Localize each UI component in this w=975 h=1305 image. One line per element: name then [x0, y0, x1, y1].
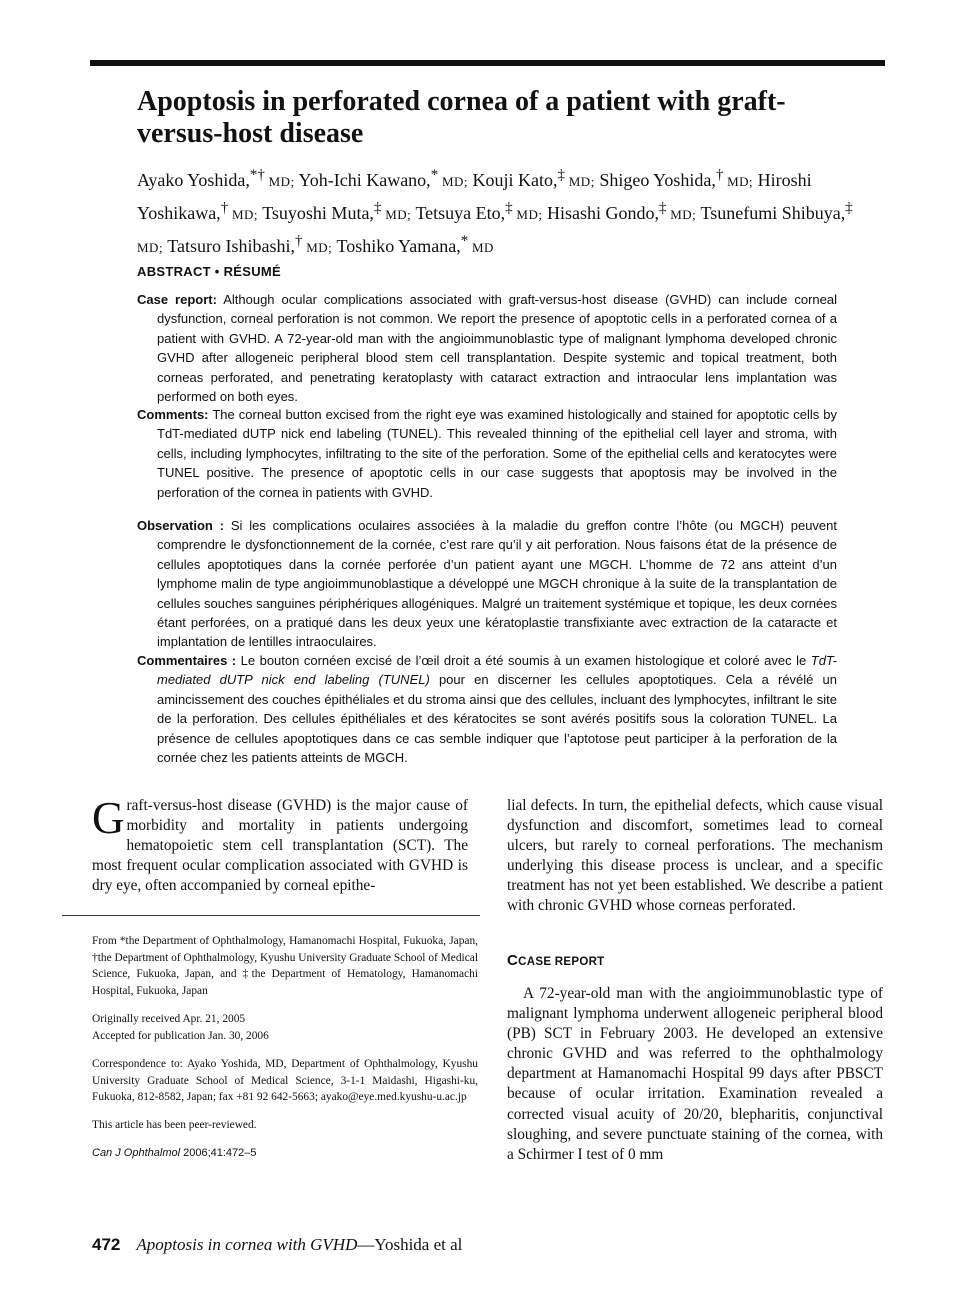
author-degree: MD;: [381, 207, 412, 222]
author-affiliation-mark: †: [294, 233, 303, 249]
author-name: Toshiko Yamana,: [336, 236, 461, 256]
abstract-case-report: [137, 290, 837, 406]
author: [472, 167, 595, 190]
author-name: Kouji Kato,: [472, 170, 558, 190]
author-degree: MD;: [137, 240, 164, 255]
running-title: Apoptosis in cornea with GVHD: [136, 1235, 358, 1254]
author-affiliation-mark: ‡: [845, 200, 853, 216]
intro-left-text: raft-versus-host disease (GVHD) is the major cause of morbidity and mortality in patients undergoing hematopoietic stem cell transplantation (SCT). The most frequent ocular complication associated with GVHD is dry eye, often accompanied by corneal epithe-: [92, 797, 468, 895]
peer-review-note: This article has been peer-reviewed.: [92, 1119, 257, 1131]
author-degree: MD;: [565, 174, 595, 189]
author: [546, 200, 697, 223]
author: [336, 233, 494, 256]
author-name: Tsuyoshi Muta,: [262, 203, 374, 223]
accepted-date: Accepted for publication Jan. 30, 2006: [92, 1030, 269, 1042]
case-report-paragraph: A 72-year-old man with the angioimmunoblastic type of malignant lymphoma underwent allogeneic peripheral blood (PB) SCT in February 2003. He developed an extensive chronic GVHD and was referred to the ophthalmology department at Hamanomachi Hospital 99 days after PBSCT because of ocular irritation. Examination revealed a corrected visual acuity of 20/20, blepharitis, conjunctival sloughing, and severe punctuate staining of the cornea, with a Schirmer I test of 0 mm: [507, 985, 883, 1163]
author-affiliation-mark: ‡: [658, 200, 667, 216]
intro-left-column: [92, 793, 468, 896]
author: [298, 167, 468, 190]
correspondence: Correspondence to: Ayako Yoshida, MD, Department of Ophthalmology, Kyushu University Graduate School of Medical Science, 3-1-1 Maidashi, Higashi-ku, Fukuoka, 812-8582, Japan; fax +81 92 642-5663; ayako@eye.med.kyushu-u.ac.jp: [92, 1058, 478, 1104]
author-affiliation-mark: ‡: [505, 200, 513, 216]
author-name: Shigeo Yoshida,: [599, 170, 716, 190]
case-report-column: [507, 984, 883, 1165]
author-degree: MD;: [302, 240, 333, 255]
author-affiliation-mark: ‡: [373, 200, 382, 216]
author-name: Ayako Yoshida,: [137, 170, 250, 190]
abstract-comments: [137, 405, 837, 502]
author: [137, 167, 295, 190]
author-degree: MD;: [438, 174, 468, 189]
abstract-observation: [137, 516, 837, 652]
citation-volume: 2006;41:472–5: [183, 1147, 257, 1159]
comments-text: The corneal button excised from the right eye was examined histologically and stained for apoptotic cells by TdT-mediated dUTP nick end labeling (TUNEL). This revealed thinning of the epithelial cell layer and stroma, with cells, including lymphocytes, infiltrating to the site of the perforation. Some of the epithelial cells and keratocytes were TUNEL positive. The presence of apoptotic cells in our case suggests that apoptosis may be involved in the perforation of the cornea in patients with GVHD.: [157, 407, 837, 500]
page-footer: [92, 1234, 462, 1256]
author-degree: MD;: [666, 207, 697, 222]
journal-citation: [92, 1145, 478, 1162]
author-degree: MD;: [228, 207, 258, 222]
comments-label: Comments:: [137, 407, 209, 422]
author-affiliation-mark: †: [220, 200, 229, 216]
author-affiliation-mark: *: [460, 233, 469, 249]
abstract-commentaires: [137, 651, 837, 767]
author: [262, 200, 412, 223]
author-affiliation-mark: *: [430, 167, 439, 183]
commentaires-text-a: Le bouton cornéen excisé de l’œil droit a été soumis à un examen histologique et coloré avec le: [240, 653, 807, 668]
article-title: Apoptosis in perforated cornea of a patient with graft-versus-host disease: [137, 86, 786, 149]
author-affiliation-mark: †: [715, 167, 724, 183]
author-list: [137, 162, 857, 261]
author-name: Hisashi Gondo,: [546, 203, 659, 223]
page-number: 472: [92, 1235, 121, 1254]
author-degree: MD;: [723, 174, 754, 189]
running-authors: —Yoshida et al: [357, 1235, 463, 1254]
commentaires-text-b: pour en discerner les cellules apoptotiques. Cela a révélé un amincissement des couches épithéliales et du stroma ainsi que des cellules, incluant des lymphocytes, infiltrant le site de la perforation. Des cellules épithéliales et des kératocites se sont avérés positifs sous la coloration TUNEL. La présence de cellules apoptotiques dans ce cas semble indiquer que l’aptotose peut participer à la perforation de la cornée chez les patients atteints de MGCH.: [157, 672, 837, 766]
author-name: Tetsuya Eto,: [415, 203, 506, 223]
commentaires-italic: TdT-mediated dUTP nick end labeling (TUNEL): [157, 653, 837, 688]
author-degree: MD;: [512, 207, 543, 222]
author-name: Tsunefumi Shibuya,: [700, 203, 846, 223]
footnote-divider: [62, 915, 480, 916]
affiliation-from: From *the Department of Ophthalmology, Hamanomachi Hospital, Fukuoka, Japan, †the Department of Ophthalmology, Kyushu University Graduate School of Medical Science, Fukuoka, Japan, and ‡the Department of Hematology, Hamanomachi Hospital, Fukuoka, Japan: [92, 935, 478, 998]
section-heading-case-report: CCASE REPORT: [507, 952, 605, 969]
author-degree: MD;: [264, 174, 295, 189]
commentaires-label: Commentaires :: [137, 653, 237, 668]
intro-right-column: [507, 796, 883, 917]
author-name: Hiroshi Yoshikawa,: [137, 170, 812, 223]
case-report-label: Case report:: [137, 292, 217, 307]
author: [167, 233, 333, 256]
author-affiliation-mark: ‡: [557, 167, 565, 183]
intro-right-text: lial defects. In turn, the epithelial defects, which cause visual dysfunction and discomfort, sometimes lead to corneal ulcers, but rarely to corneal perforations. The mechanism underlying this disease process is unclear, and a specific treatment has not yet been established. We describe a patient with chronic GVHD whose corneas perforated.: [507, 797, 883, 915]
journal-name: Can J Ophthalmol: [92, 1147, 181, 1159]
top-rule: [90, 60, 885, 66]
author-affiliation-mark: *†: [249, 167, 265, 183]
case-report-text: Although ocular complications associated with graft-versus-host disease (GVHD) can include corneal dysfunction, corneal perforation is not common. We report the presence of apoptotic cells in a perforated cornea of a patient with GVHD. A 72-year-old man with the angioimmunoblastic type of malignant lymphoma developed chronic GVHD after allogeneic peripheral blood stem cell transplantation. Despite systemic and topical treatment, both corneas perforated, and penetrating keratoplasty with cataract extraction and intraocular lens implantation was performed on both eyes.: [157, 292, 837, 405]
abstract-heading: ABSTRACT • RÉSUMÉ: [137, 264, 281, 279]
observation-text: Si les complications oculaires associées à la maladie du greffon contre l’hôte (ou MGCH) peuvent comprendre le dysfonctionnement de la cornée, c’est rare qu’il y ait perforation. Nous faisons état de la présence de cellules apoptotiques dans la cornée perforée d’un patient ayant une MGCH. L’homme de 72 ans atteint d’un lymphome malin de type angioimmunoblastique a développé une MGCH chronique à la suite de la transplantation de cellules souches sanguines périphériques allogéniques. Malgré un traitement systémique et topique, les deux cornées étant perforées, on a pratiqué dans les deux yeux une kératoplastie transfixiante avec extraction de la cataracte et implantation de lentilles intraoculaires.: [157, 518, 837, 650]
observation-label: Observation :: [137, 518, 225, 533]
author-degree: MD: [468, 240, 494, 255]
author: [599, 167, 754, 190]
drop-cap: G: [92, 793, 125, 843]
author: [415, 200, 543, 223]
author-name: Yoh-Ichi Kawano,: [298, 170, 431, 190]
author-name: Tatsuro Ishibashi,: [167, 236, 295, 256]
received-date: Originally received Apr. 21, 2005: [92, 1013, 246, 1025]
